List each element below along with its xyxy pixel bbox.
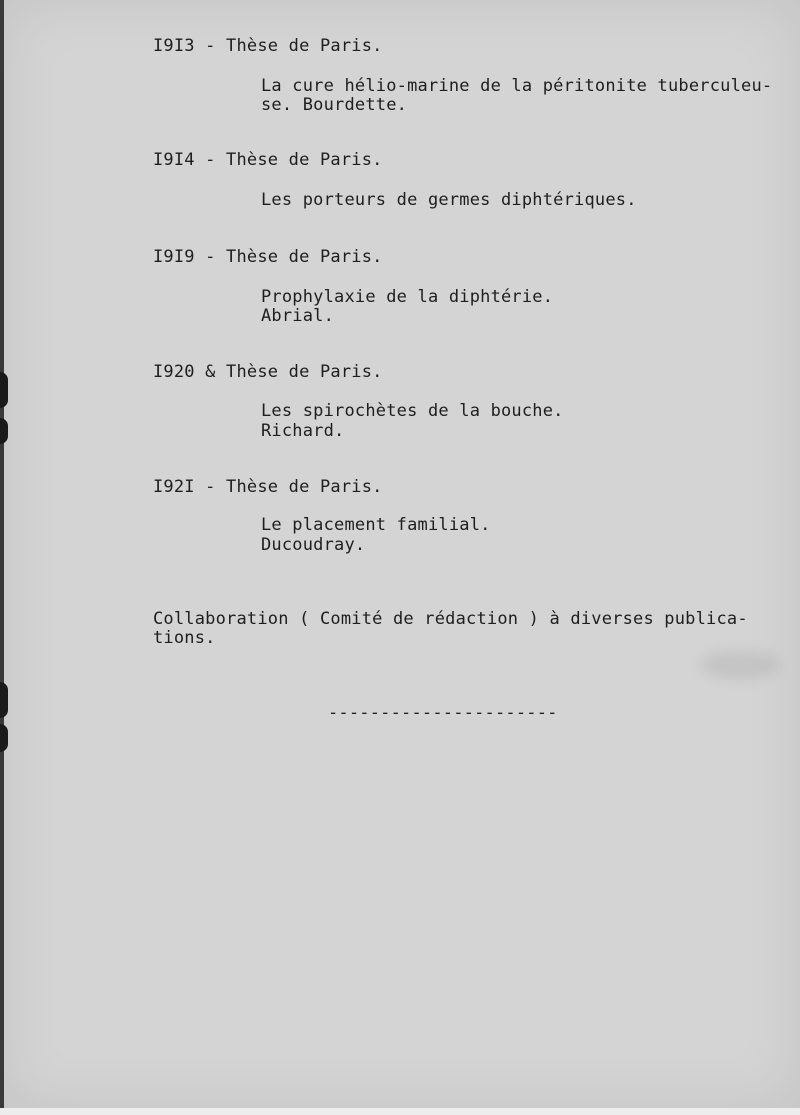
entry-2-title-line-1: Les porteurs de germes diphtériques. xyxy=(261,190,637,210)
entry-4-heading: I920 & Thèse de Paris. xyxy=(153,362,383,382)
entry-1-title-line-2: se. Bourdette. xyxy=(261,95,408,115)
paper-smudge xyxy=(700,650,780,680)
entry-5-title-line-2: Ducoudray. xyxy=(261,535,366,555)
entry-3-heading: I9I9 - Thèse de Paris. xyxy=(153,247,383,267)
document-page xyxy=(4,0,800,1108)
collaboration-line-1: Collaboration ( Comité de rédaction ) à diverses publica- xyxy=(153,609,748,629)
punch-hole xyxy=(0,724,8,752)
punch-hole xyxy=(0,682,8,718)
entry-5-heading: I92I - Thèse de Paris. xyxy=(153,477,383,497)
entry-2-heading: I9I4 - Thèse de Paris. xyxy=(153,150,383,170)
punch-hole xyxy=(0,372,8,408)
entry-4-title-line-1: Les spirochètes de la bouche. xyxy=(261,401,564,421)
punch-hole xyxy=(0,418,8,444)
scan-bottom-edge xyxy=(0,1108,800,1115)
separator-line: ---------------------- xyxy=(328,703,558,723)
entry-3-title-line-2: Abrial. xyxy=(261,306,335,326)
scan-left-edge xyxy=(0,0,4,1108)
entry-3-title-line-1: Prophylaxie de la diphtérie. xyxy=(261,287,554,307)
entry-1-heading: I9I3 - Thèse de Paris. xyxy=(153,36,383,56)
entry-4-title-line-2: Richard. xyxy=(261,421,345,441)
collaboration-line-2: tions. xyxy=(153,628,216,648)
entry-1-title-line-1: La cure hélio-marine de la péritonite tuberculeu- xyxy=(261,76,773,96)
entry-5-title-line-1: Le placement familial. xyxy=(261,515,491,535)
